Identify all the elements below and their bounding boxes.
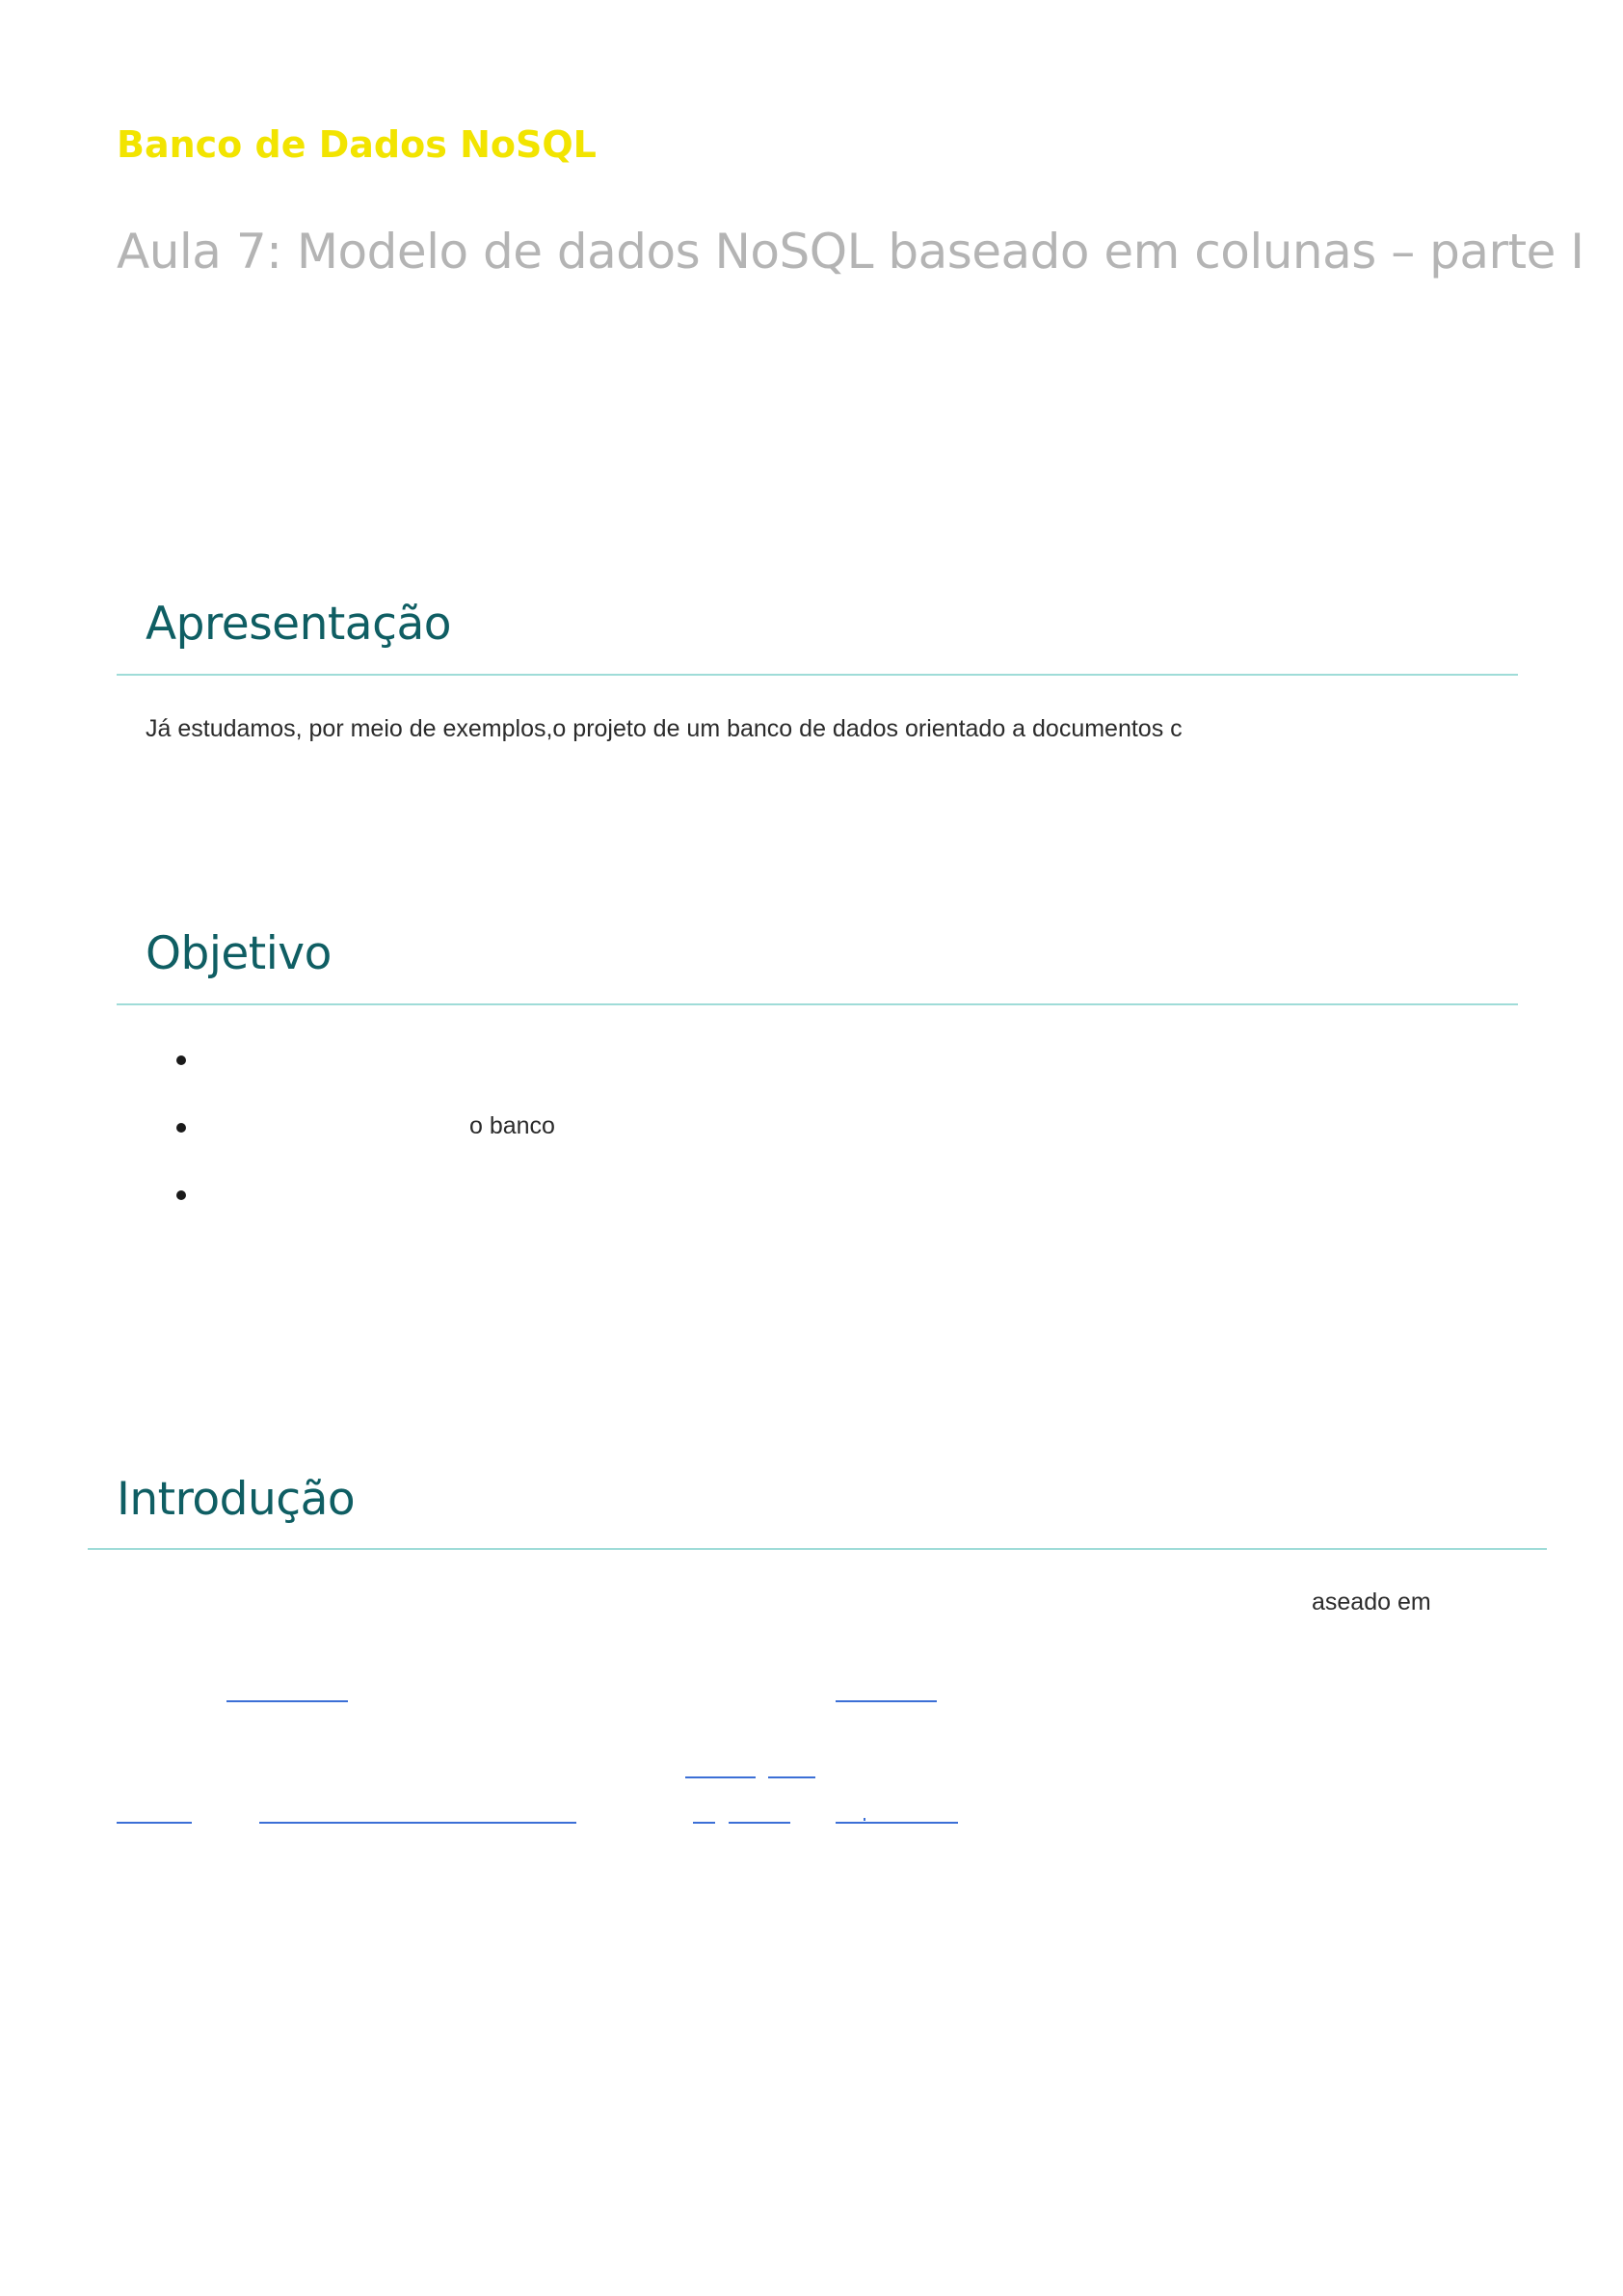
link[interactable]	[693, 1822, 715, 1824]
link[interactable]	[768, 1776, 815, 1778]
section-heading-introducao: Introdução	[117, 1473, 356, 1526]
link[interactable]	[836, 1700, 937, 1702]
lesson-title: Aula 7: Modelo de dados NoSQL baseado em colunas – parte I	[117, 224, 1584, 280]
section-rule-introducao	[88, 1548, 1547, 1550]
section-rule-objetivo	[117, 1003, 1518, 1005]
objetivo-item-text: o banco	[469, 1112, 555, 1139]
section-heading-objetivo: Objetivo	[146, 927, 332, 980]
section-rule-apresentacao	[117, 674, 1518, 676]
bullet-dot	[176, 1123, 186, 1133]
link[interactable]	[836, 1822, 958, 1824]
course-title: Banco de Dados NoSQL	[117, 123, 597, 166]
bullet-dot	[176, 1190, 186, 1200]
link[interactable]	[685, 1776, 756, 1778]
link[interactable]	[226, 1700, 348, 1702]
apresentacao-text: Já estudamos, por meio de exemplos,o projeto de um banco de dados orientado a documentos c	[146, 715, 1183, 742]
link-tick	[864, 1818, 865, 1821]
link[interactable]	[117, 1822, 192, 1824]
section-heading-apresentacao: Apresentação	[146, 598, 452, 651]
link[interactable]	[729, 1822, 790, 1824]
link[interactable]	[259, 1822, 576, 1824]
introducao-text: aseado em	[1312, 1589, 1431, 1615]
bullet-dot	[176, 1055, 186, 1065]
